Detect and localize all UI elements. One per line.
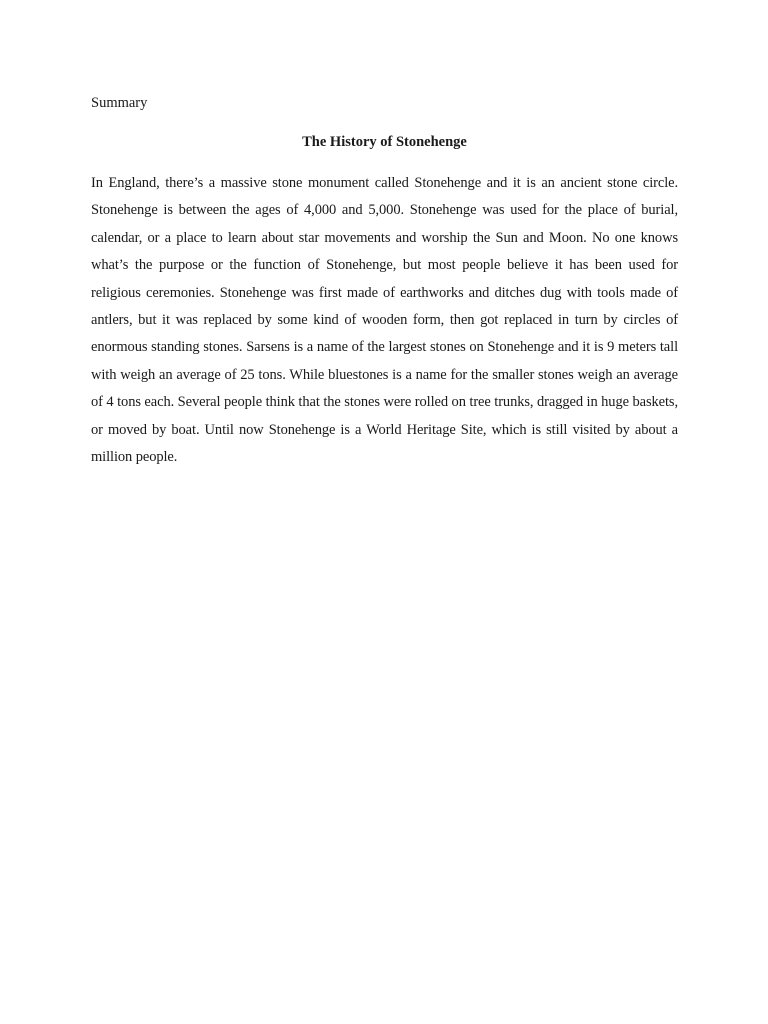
summary-label: Summary bbox=[91, 95, 148, 111]
body-paragraph: In England, there’s a massive stone monument called Stonehenge and it is an ancient stone circle. Stonehenge is between the ages of 4,000 and 5,000. Stonehenge was used for the place of burial, calendar, or a place to learn about star movements and worship the Sun and Moon. No one knows what’s the purpose or the function of Stonehenge, but most people believe it has been used for religious ceremonies. Stonehenge was first made of earthworks and ditches dug with tools made of antlers, but it was replaced by some kind of wooden form, then got replaced in turn by circles of enormous standing stones. Sarsens is a name of the largest stones on Stonehenge and it is 9 meters tall with weigh an average of 25 tons. While bluestones is a name for the smaller stones weigh an average of 4 tons each. Several people think that the stones were rolled on tree trunks, dragged in huge baskets, or moved by boat. Until now Stonehenge is a World Heritage Site, which is still visited by about a million people. bbox=[91, 175, 678, 466]
document-title: The History of Stonehenge bbox=[302, 134, 467, 150]
